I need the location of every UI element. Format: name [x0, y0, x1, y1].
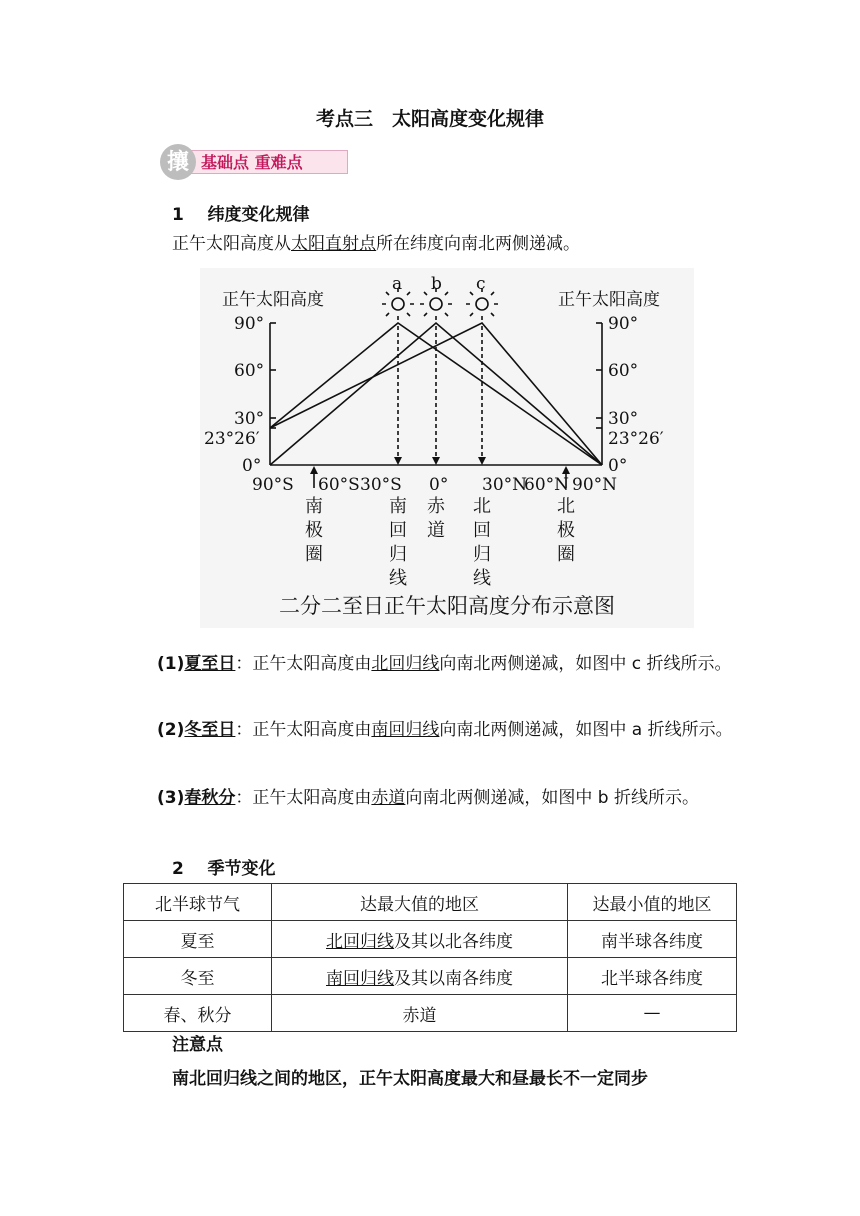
cell-underlined: 南回归线 [326, 968, 394, 989]
item-equinox-num: (3) [157, 788, 185, 808]
y-tick-0-right: 0° [608, 456, 628, 476]
item-equinox [130, 780, 735, 816]
south-polar-circle-label: 南 [305, 496, 323, 517]
item-summer-place: 北回归线 [371, 654, 440, 674]
table-header: 北半球节气 [124, 884, 272, 921]
tropic-capricorn-label: 线 [389, 568, 407, 589]
x-tick-30s: 30°S [360, 475, 402, 495]
item-winter-mid: ：正午太阳高度由 [235, 720, 372, 740]
intro-pre: 正午太阳高度从 [172, 234, 291, 254]
y-tick-2326-right: 23°26′ [608, 429, 664, 449]
table-header: 达最小值的地区 [568, 884, 737, 921]
left-axis-title: 正午太阳高度 [222, 290, 324, 310]
item-winter-term: 冬至日 [184, 720, 236, 740]
item-equinox-tail: 向南北两侧递减，如图中 b 折线所示。 [405, 788, 700, 808]
item-summer-num: (1) [157, 654, 185, 674]
cell-rest: 及其以南各纬度 [394, 968, 513, 989]
y-tick-30-right: 30° [608, 409, 639, 429]
table-cell: 南半球各纬度 [568, 921, 737, 958]
section2-heading [172, 854, 276, 879]
item-summer-term: 夏至日 [184, 654, 236, 674]
x-tick-30n: 30°N [482, 475, 528, 495]
line-b [270, 323, 602, 465]
note-text: 南北回归线之间的地区，正午太阳高度最大和昼最长不一定同步 [172, 1069, 648, 1089]
table-cell: — [568, 995, 737, 1032]
equator-label: 赤 [427, 496, 445, 517]
item-winter-num: (2) [157, 720, 185, 740]
tropic-cancer-label: 北 [473, 496, 491, 517]
tropic-cancer-label: 线 [473, 568, 491, 589]
x-tick-90s: 90°S [252, 475, 294, 495]
intro-text [172, 226, 777, 262]
item-winter-place: 南回归线 [371, 720, 440, 740]
sun-label-c: c [476, 274, 486, 294]
tropic-capricorn-label: 归 [389, 544, 407, 565]
badge-label: 基础点 重难点 [186, 150, 348, 174]
y-tick-60-left: 60° [234, 361, 265, 381]
x-tick-60n: 60°N [524, 475, 570, 495]
page-title: 考点三 太阳高度变化规律 [315, 108, 544, 130]
table-cell: 冬至 [124, 958, 272, 995]
section-badge [160, 142, 360, 182]
table-header-row [124, 884, 737, 921]
cell-rest: 赤道 [402, 1005, 437, 1026]
north-polar-circle-label: 极 [557, 520, 575, 541]
table-cell: 北半球各纬度 [568, 958, 737, 995]
tropic-capricorn-label: 回 [389, 520, 407, 541]
table-cell: 夏至 [124, 921, 272, 958]
figure-caption: 二分二至日正午太阳高度分布示意图 [279, 594, 615, 618]
tropic-cancer-label: 回 [473, 520, 491, 541]
table-row [124, 958, 737, 995]
item-winter [130, 712, 735, 748]
note-title: 注意点 [172, 1035, 223, 1055]
sun-label-b: b [431, 274, 442, 294]
x-tick-90n: 90°N [572, 475, 618, 495]
item-equinox-place: 赤道 [371, 788, 406, 808]
equator-label: 道 [427, 520, 445, 541]
cell-rest: 及其以北各纬度 [394, 931, 513, 952]
table-row [124, 921, 737, 958]
line-c [270, 323, 602, 465]
tropic-capricorn-label: 南 [389, 496, 407, 517]
badge-stamp: 攘 [160, 144, 196, 180]
table-cell [272, 958, 568, 995]
south-polar-circle-label: 极 [305, 520, 323, 541]
item-summer-tail: 向南北两侧递减，如图中 c 折线所示。 [439, 654, 732, 674]
table-cell [272, 921, 568, 958]
south-polar-circle-label: 圈 [305, 544, 323, 565]
sun-icon-c [476, 298, 488, 310]
item-summer [130, 646, 735, 682]
intro-post: 所在纬度向南北两侧递减。 [376, 234, 580, 254]
table-row [124, 995, 737, 1032]
sun-label-a: a [392, 274, 403, 294]
tropic-cancer-label: 归 [473, 544, 491, 565]
item-equinox-term: 春秋分 [184, 788, 236, 808]
section1-title: 纬度变化规律 [207, 205, 310, 225]
right-axis-title: 正午太阳高度 [558, 290, 660, 310]
sun-icon-b [430, 298, 442, 310]
section2-number: 2 [172, 859, 184, 879]
section1-heading [172, 200, 310, 225]
y-tick-90-right: 90° [608, 314, 639, 334]
season-table [123, 883, 737, 1032]
cell-underlined: 北回归线 [326, 931, 394, 952]
x-tick-0: 0° [429, 475, 449, 495]
section1-number: 1 [172, 205, 184, 225]
y-tick-60-right: 60° [608, 361, 639, 381]
table-cell: 春、秋分 [124, 995, 272, 1032]
y-tick-90-left: 90° [234, 314, 265, 334]
y-tick-0-left: 0° [242, 456, 262, 476]
y-tick-30-left: 30° [234, 409, 265, 429]
item-equinox-mid: ：正午太阳高度由 [235, 788, 372, 808]
y-tick-2326-left: 23°26′ [204, 429, 260, 449]
north-polar-circle-label: 北 [557, 496, 575, 517]
item-winter-tail: 向南北两侧递减，如图中 a 折线所示。 [439, 720, 733, 740]
table-cell [272, 995, 568, 1032]
table-header: 达最大值的地区 [272, 884, 568, 921]
x-tick-60s: 60°S [318, 475, 360, 495]
section2-title: 季节变化 [207, 859, 276, 879]
intro-underlined: 太阳直射点 [291, 234, 376, 254]
line-a [270, 323, 602, 465]
sun-icon-a [392, 298, 404, 310]
item-summer-mid: ：正午太阳高度由 [235, 654, 372, 674]
north-polar-circle-label: 圈 [557, 544, 575, 565]
sun-height-diagram [200, 268, 694, 628]
